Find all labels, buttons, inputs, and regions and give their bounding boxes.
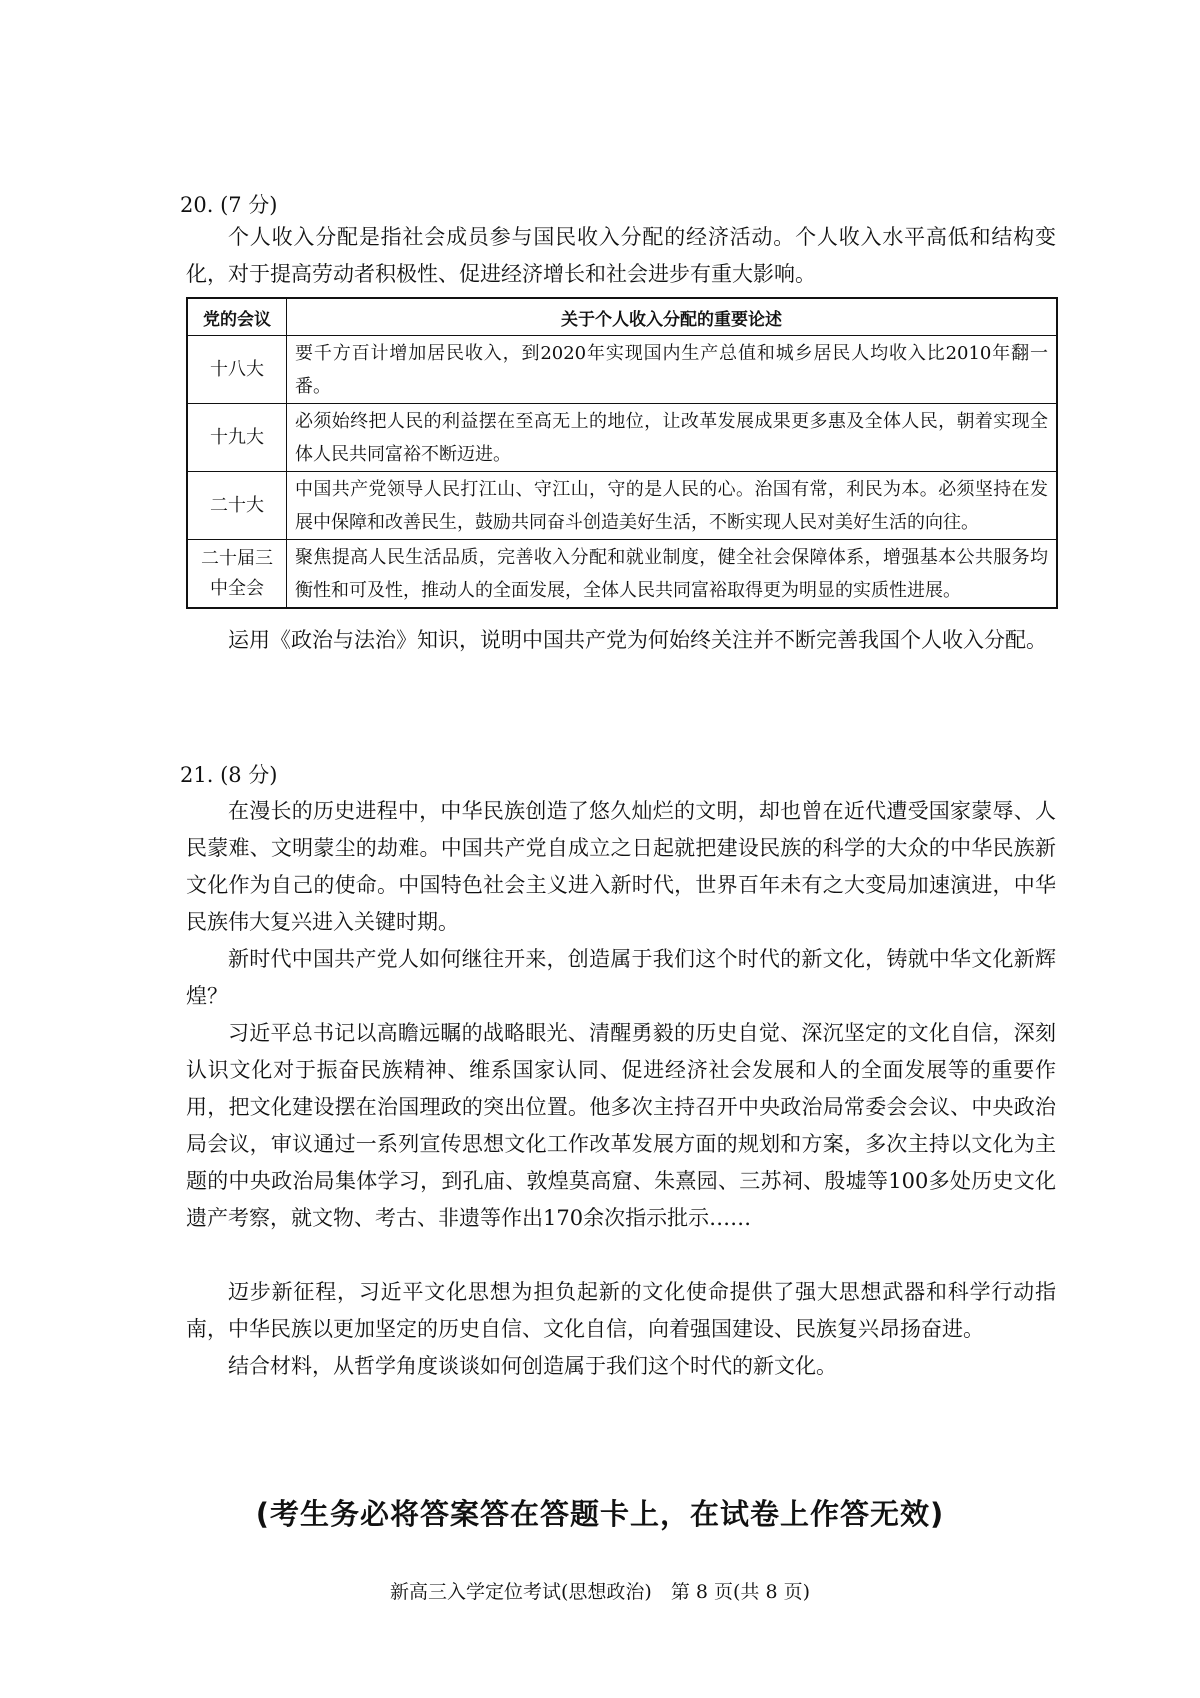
row-statement: 聚焦提高人民生活品质，完善收入分配和就业制度，健全社会保障体系，增强基本公共服务均衡性和可及性，推动人的全面发展，全体人民共同富裕取得更为明显的实质性进展。 — [287, 540, 1058, 609]
income-distribution-table — [186, 297, 1058, 609]
row-meeting: 二十届三中全会 — [187, 540, 287, 609]
question-21-prompt: 结合材料，从哲学角度谈谈如何创造属于我们这个时代的新文化。 — [228, 1354, 837, 1378]
question-21-paragraph-2: 新时代中国共产党人如何继往开来，创造属于我们这个时代的新文化，铸就中华文化新辉煌？ — [186, 947, 1056, 1008]
table-row — [187, 472, 1057, 540]
row-statement: 必须始终把人民的利益摆在至高无上的地位，让改革发展成果更多惠及全体人民，朝着实现全体人民共同富裕不断迈进。 — [287, 404, 1058, 472]
question-21-paragraph-4: 迈步新征程，习近平文化思想为担负起新的文化使命提供了强大思想武器和科学行动指南，中华民族以更加坚定的历史自信、文化自信，向着强国建设、民族复兴昂扬奋进。 — [186, 1280, 1056, 1341]
row-meeting: 十九大 — [187, 404, 287, 472]
question-20-heading: 20. (7 分) — [180, 193, 278, 217]
row-meeting: 十八大 — [187, 336, 287, 404]
question-21-heading: 21. (8 分) — [180, 763, 278, 787]
row-statement: 要千方百计增加居民收入，到2020年实现国内生产总值和城乡居民人均收入比2010年翻一番。 — [287, 336, 1058, 404]
col-statement-header: 关于个人收入分配的重要论述 — [287, 298, 1058, 336]
row-statement: 中国共产党领导人民打江山、守江山，守的是人民的心。治国有常，利民为本。必须坚持在发展中保障和改善民生，鼓励共同奋斗创造美好生活，不断实现人民对美好生活的向往。 — [287, 472, 1058, 540]
answer-card-notice: (考生务必将答案答在答题卡上，在试卷上作答无效) — [255, 1497, 945, 1531]
table-row — [187, 336, 1057, 404]
question-20-prompt: 运用《政治与法治》知识，说明中国共产党为何始终关注并不断完善我国个人收入分配。 — [228, 628, 1047, 652]
row-meeting: 二十大 — [187, 472, 287, 540]
table-row — [187, 404, 1057, 472]
question-21-paragraph-3: 习近平总书记以高瞻远瞩的战略眼光、清醒勇毅的历史自觉、深沉坚定的文化自信，深刻认识文化对于振奋民族精神、维系国家认同、促进经济社会发展和人的全面发展等的重要作用，把文化建设摆在治国理政的突出位置。他多次主持召开中央政治局常委会会议、中央政治局会议，审议通过一系列宣传思想文化工作改革发展方面的规划和方案，多次主持以文化为主题的中央政治局集体学习，到孔庙、敦煌莫高窟、朱熹园、三苏祠、殷墟等100多处历史文化遗产考察，就文物、考古、非遗等作出170余次指示批示…… — [186, 1021, 1056, 1230]
table-header-row — [187, 298, 1057, 336]
table-row — [187, 540, 1057, 609]
question-21-paragraph-1: 在漫长的历史进程中，中华民族创造了悠久灿烂的文明，却也曾在近代遭受国家蒙辱、人民蒙难、文明蒙尘的劫难。中国共产党自成立之日起就把建设民族的科学的大众的中华民族新文化作为自己的使命。中国特色社会主义进入新时代，世界百年未有之大变局加速演进，中华民族伟大复兴进入关键时期。 — [186, 799, 1056, 934]
col-meeting-header: 党的会议 — [187, 298, 287, 336]
page-footer: 新高三入学定位考试(思想政治) 第 8 页(共 8 页) — [390, 1581, 810, 1603]
question-20-intro: 个人收入分配是指社会成员参与国民收入分配的经济活动。个人收入水平高低和结构变化，对于提高劳动者积极性、促进经济增长和社会进步有重大影响。 — [186, 225, 1056, 286]
